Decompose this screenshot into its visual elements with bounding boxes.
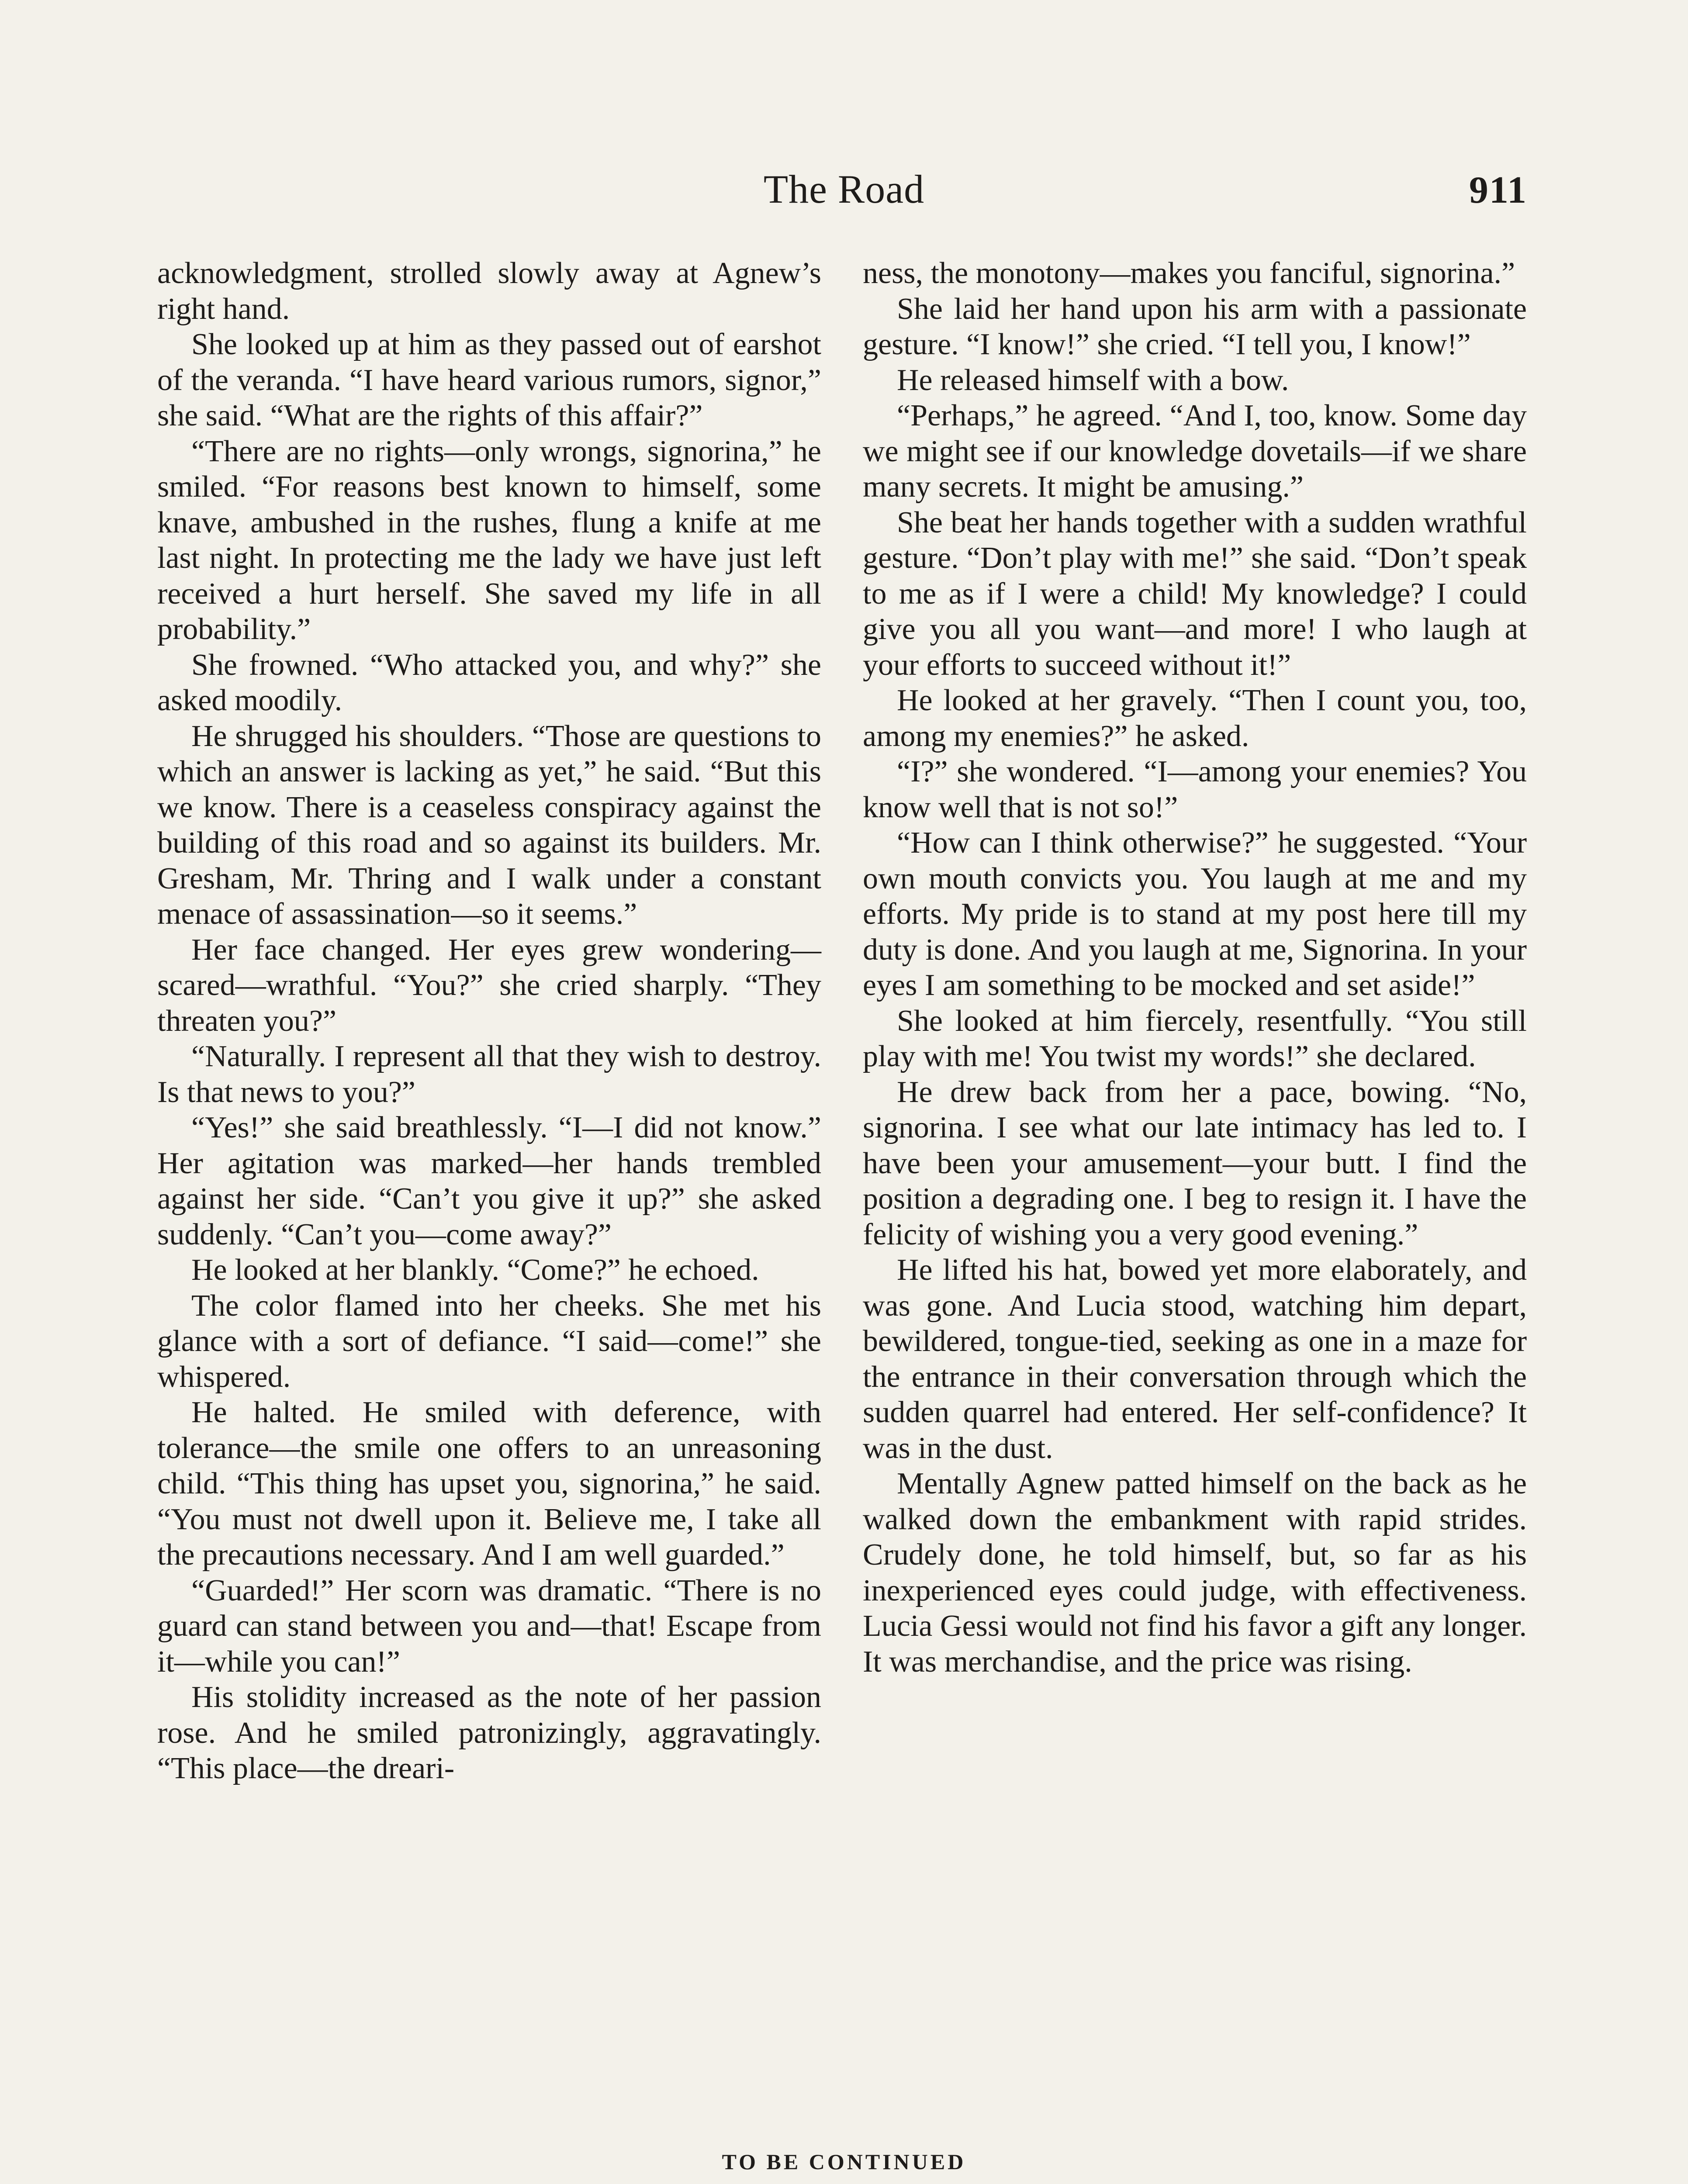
paragraph: ness, the monotony—makes you fanciful, signorina.” <box>863 256 1515 290</box>
running-title: The Road <box>763 167 925 211</box>
paragraph: “Naturally. I represent all that they wish to destroy. Is that news to you?” <box>157 1040 821 1109</box>
paragraph: acknowledgment, strolled slowly away at Agnew’s right hand. <box>157 256 821 326</box>
paragraph: He looked at her gravely. “Then I count you, too, among my enemies?” he asked. <box>863 684 1527 753</box>
paragraph: Mentally Agnew patted himself on the back as he walked down the embankment with rapid strides. Crudely done, he told himself, but, so far as his inexperienced eyes could judge, with effectiveness. Lucia Gessi would not find his favor a gift any longer. It was merchandise, and the price was rising. <box>863 1467 1527 1679</box>
right-column <box>863 256 1527 1679</box>
paragraph: The color flamed into her cheeks. She met his glance with a sort of defiance. “I said—come!” she whispered. <box>157 1289 821 1394</box>
paragraph: “Perhaps,” he agreed. “And I, too, know. Some day we might see if our knowledge dovetails—if we share many secrets. It might be amusing.” <box>863 399 1527 504</box>
to-be-continued-note: TO BE CONTINUED <box>722 2149 966 2174</box>
paragraph: She beat her hands together with a sudden wrathful gesture. “Don’t play with me!” she said. “Don’t speak to me as if I were a child! My knowledge? I could give you all you want—and more! I who laugh at your efforts to succeed without it!” <box>863 505 1527 682</box>
paragraph: She laid her hand upon his arm with a passionate gesture. “I know!” she cried. “I tell you, I know!” <box>863 292 1527 361</box>
paragraph: “How can I think otherwise?” he suggested. “Your own mouth convicts you. You laugh at me and my efforts. My pride is to stand at my post here till my duty is done. And you laugh at me, Signorina. In your eyes I am something to be mocked and set aside!” <box>863 826 1527 1002</box>
paragraph: He looked at her blankly. “Come?” he echoed. <box>191 1253 759 1287</box>
paragraph: She looked at him fiercely, resentfully. “You still play with me! You twist my words!” she declared. <box>863 1004 1527 1073</box>
paragraph: She frowned. “Who attacked you, and why?” she asked moodily. <box>157 648 821 717</box>
left-column <box>157 256 821 1787</box>
page-number: 911 <box>1469 169 1527 211</box>
paragraph: He drew back from her a pace, bowing. “No, signorina. I see what our late intimacy has led to. I have been your amusement—your butt. I find the position a degrading one. I beg to resign it. I have the felicity of wishing you a very good evening.” <box>863 1075 1527 1251</box>
paragraph: “I?” she wondered. “I—among your enemies? You know well that is not so!” <box>863 755 1527 824</box>
paragraph: He lifted his hat, bowed yet more elaborately, and was gone. And Lucia stood, watching him depart, bewildered, tongue-tied, seeking as one in a maze for the entrance in their conversation through which the sudden quarrel had entered. Her self-confidence? It was in the dust. <box>863 1253 1527 1465</box>
paragraph: Her face changed. Her eyes grew wondering—scared—wrathful. “You?” she cried sharply. “They threaten you?” <box>157 933 821 1038</box>
paragraph: “Yes!” she said breathlessly. “I—I did not know.” Her agitation was marked—her hands trembled against her side. “Can’t you give it up?” she asked suddenly. “Can’t you—come away?” <box>157 1111 821 1251</box>
paragraph: His stolidity increased as the note of her passion rose. And he smiled patronizingly, aggravatingly. “This place—the dreari- <box>157 1680 821 1785</box>
paragraph: He halted. He smiled with deference, with tolerance—the smile one offers to an unreasoning child. “This thing has upset you, signorina,” he said. “You must not dwell upon it. Believe me, I take all the precautions necessary. And I am well guarded.” <box>157 1396 821 1572</box>
paragraph: “There are no rights—only wrongs, signorina,” he smiled. “For reasons best known to himself, some knave, ambushed in the rushes, flung a knife at me last night. In protecting me the lady we have just left received a hurt herself. She saved my life in all probability.” <box>157 434 821 646</box>
paragraph: “Guarded!” Her scorn was dramatic. “There is no guard can stand between you and—that! Escape from it—while you can!” <box>157 1573 821 1679</box>
paragraph: He released himself with a bow. <box>897 363 1289 397</box>
paragraph: She looked up at him as they passed out of earshot of the veranda. “I have heard various rumors, signor,” she said. “What are the rights of this affair?” <box>157 328 821 432</box>
paragraph: He shrugged his shoulders. “Those are questions to which an answer is lacking as yet,” he said. “But this we know. There is a ceaseless conspiracy against the building of this road and so against its builders. Mr. Gresham, Mr. Thring and I walk under a constant menace of assassination—so it seems.” <box>157 719 821 931</box>
